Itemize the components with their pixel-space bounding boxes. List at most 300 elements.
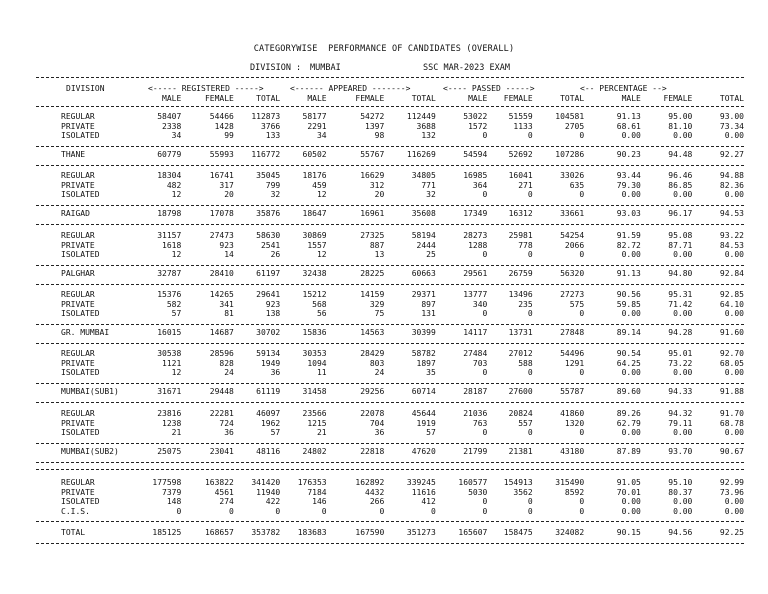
row-value: 163822: [204, 478, 234, 487]
row-value: 0: [579, 368, 585, 378]
row-value: 412: [421, 497, 436, 507]
row-label: C.I.S.: [61, 506, 90, 516]
row-value: 73.34: [719, 121, 744, 131]
row-value: 15212: [302, 290, 327, 299]
row-value: 18798: [157, 209, 182, 218]
row-value: 91.88: [719, 387, 744, 396]
row-value: 0.00: [673, 428, 693, 438]
division-total-row: [36, 150, 744, 160]
row-value: 14159: [360, 290, 385, 299]
row-label: MUMBAI(SUB1): [61, 387, 119, 396]
row-value: 59134: [256, 349, 281, 358]
row-value: 27273: [560, 290, 585, 299]
row-value: 17349: [463, 209, 488, 218]
category-row: [36, 428, 744, 438]
row-value: 95.10: [668, 478, 693, 487]
row-value: 33026: [560, 171, 585, 180]
row-value: 91.70: [719, 409, 744, 418]
row-value: 22818: [360, 447, 385, 456]
row-value: 168657: [204, 528, 234, 537]
row-value: 51559: [508, 112, 533, 121]
category-row: [36, 250, 744, 260]
row-value: 32: [270, 190, 281, 200]
division-total-table: [36, 269, 744, 279]
row-value: 1291: [564, 358, 585, 368]
row-value: 146: [312, 497, 327, 507]
division-total-row: [36, 528, 744, 538]
row-value: 28225: [360, 269, 385, 278]
row-value: 55993: [209, 150, 234, 159]
row-value: 0.00: [724, 250, 744, 260]
row-value: 107286: [555, 150, 585, 159]
row-value: 73.22: [668, 358, 693, 368]
row-value: 27325: [360, 231, 385, 240]
row-value: 12: [171, 190, 182, 200]
row-value: 46097: [256, 409, 281, 418]
row-value: 0.00: [724, 506, 744, 516]
row-value: 167590: [355, 528, 385, 537]
row-value: 92.27: [719, 150, 744, 159]
row-value: 312: [369, 180, 385, 190]
row-value: 176353: [297, 478, 327, 487]
row-value: 1288: [468, 240, 488, 250]
row-value: 33661: [560, 209, 585, 218]
row-value: 724: [219, 418, 234, 428]
row-value: 763: [472, 418, 488, 428]
row-value: 60502: [302, 150, 327, 159]
row-value: 56: [316, 309, 327, 319]
category-rows-table: [36, 290, 744, 319]
row-value: 0.00: [621, 309, 641, 319]
row-value: 1557: [307, 240, 327, 250]
row-value: 23566: [302, 409, 327, 418]
row-value: 23816: [157, 409, 182, 418]
row-value: 92.85: [719, 290, 744, 299]
row-value: 177598: [152, 478, 182, 487]
row-value: 57: [171, 309, 182, 319]
row-value: 91.60: [719, 328, 744, 337]
row-value: 116772: [251, 150, 281, 159]
row-value: 15376: [157, 290, 182, 299]
row-value: 0: [579, 428, 585, 438]
row-value: 1133: [513, 121, 533, 131]
division-value: MUMBAI: [310, 63, 341, 73]
row-value: 582: [166, 299, 182, 309]
category-row: [36, 419, 744, 429]
row-value: 92.70: [719, 349, 744, 358]
row-value: 0.00: [673, 368, 693, 378]
row-value: 133: [265, 131, 281, 141]
row-value: 94.88: [719, 171, 744, 180]
section-rule: [36, 265, 744, 266]
row-value: 185125: [152, 528, 182, 537]
row-label: GR. MUMBAI: [61, 328, 110, 337]
row-value: 27473: [209, 231, 234, 240]
row-value: 82.72: [616, 240, 641, 250]
category-row: [36, 241, 744, 251]
row-value: 771: [421, 180, 436, 190]
row-value: 0: [482, 368, 488, 378]
row-value: 80.37: [668, 487, 693, 497]
row-value: 0.00: [724, 309, 744, 319]
row-value: 60714: [411, 387, 436, 396]
row-value: 30353: [302, 349, 327, 358]
row-value: 70.01: [616, 487, 641, 497]
row-value: 0.00: [724, 497, 744, 507]
row-value: 92.84: [719, 269, 744, 278]
row-label: PRIVATE: [61, 240, 95, 250]
row-value: 14265: [209, 290, 234, 299]
row-value: 0: [482, 131, 488, 141]
row-value: 82.36: [719, 180, 744, 190]
row-label: ISOLATED: [61, 497, 100, 507]
row-value: 1121: [162, 358, 182, 368]
row-value: 90.54: [616, 349, 641, 358]
row-value: 35045: [256, 171, 281, 180]
row-value: 0: [482, 497, 488, 507]
row-value: 21: [171, 428, 182, 438]
row-value: 24: [374, 368, 385, 378]
row-value: 41860: [560, 409, 585, 418]
row-value: 568: [312, 299, 327, 309]
row-value: 28187: [463, 387, 488, 396]
row-value: 90.15: [616, 528, 641, 537]
row-value: 52692: [508, 150, 533, 159]
row-value: 0: [579, 190, 585, 200]
row-label: ISOLATED: [61, 428, 100, 438]
row-value: 635: [569, 180, 585, 190]
row-value: 0.00: [673, 506, 693, 516]
group-appeared-header: <------ APPEARED ------->: [290, 84, 411, 93]
division-total-row: [36, 447, 744, 457]
row-value: 95.00: [668, 112, 693, 121]
division-total-table: [36, 528, 744, 538]
row-value: 27600: [508, 387, 533, 396]
row-value: 0.00: [724, 428, 744, 438]
row-value: 0: [527, 368, 533, 378]
row-value: 887: [369, 240, 385, 250]
row-value: 0.00: [621, 368, 641, 378]
row-value: 86.85: [668, 180, 693, 190]
row-value: 16985: [463, 171, 488, 180]
row-value: 95.31: [668, 290, 693, 299]
row-value: 0.00: [673, 190, 693, 200]
row-value: 92.25: [719, 528, 744, 537]
category-rows-table: [36, 112, 744, 141]
row-value: 31458: [302, 387, 327, 396]
row-value: 0.00: [724, 131, 744, 141]
row-value: 79.11: [668, 418, 693, 428]
category-row: [36, 122, 744, 132]
division-total-row: [36, 328, 744, 338]
row-value: 799: [265, 180, 281, 190]
row-label: REGULAR: [61, 231, 95, 240]
category-row: [36, 478, 744, 488]
row-value: 68.78: [719, 418, 744, 428]
row-value: 14687: [209, 328, 234, 337]
row-value: 0: [482, 506, 488, 516]
row-value: 54496: [560, 349, 585, 358]
category-row: [36, 349, 744, 359]
row-value: 8592: [564, 487, 585, 497]
row-value: 92.99: [719, 478, 744, 487]
division-total-table: [36, 447, 744, 457]
row-value: 0: [579, 131, 585, 141]
row-value: 90.67: [719, 447, 744, 456]
row-value: 81: [224, 309, 234, 319]
row-value: 341420: [251, 478, 281, 487]
row-value: 0: [482, 190, 488, 200]
row-value: 54466: [209, 112, 234, 121]
row-value: 0: [482, 309, 488, 319]
category-row: [36, 488, 744, 498]
section-rule: [36, 324, 744, 325]
section-rule: [36, 462, 744, 463]
division-total-row: [36, 387, 744, 397]
category-row: [36, 171, 744, 181]
row-label: PRIVATE: [61, 487, 95, 497]
row-value: 557: [518, 418, 533, 428]
row-value: 48116: [256, 447, 281, 456]
category-row: [36, 409, 744, 419]
row-value: 22078: [360, 409, 385, 418]
division-total-table: [36, 387, 744, 397]
row-value: 28273: [463, 231, 488, 240]
category-row: [36, 309, 744, 319]
row-value: 0: [579, 506, 585, 516]
row-value: 27012: [508, 349, 533, 358]
row-label: MUMBAI(SUB2): [61, 447, 119, 456]
section-rule: [36, 224, 744, 225]
sub-header-cell: FEMALE: [204, 94, 234, 103]
row-value: 1215: [307, 418, 327, 428]
row-value: 68.05: [719, 358, 744, 368]
row-value: 154913: [503, 478, 533, 487]
header-top-rule: [36, 77, 744, 78]
row-value: 0: [579, 309, 585, 319]
row-label: PRIVATE: [61, 180, 95, 190]
row-value: 29371: [411, 290, 436, 299]
row-value: 29641: [256, 290, 281, 299]
row-value: 93.44: [616, 171, 641, 180]
row-value: 28596: [209, 349, 234, 358]
row-value: 1320: [564, 418, 585, 428]
row-value: 828: [219, 358, 234, 368]
row-value: 1094: [307, 358, 327, 368]
row-value: 35876: [256, 209, 281, 218]
section-rule: [36, 521, 744, 522]
row-value: 95.01: [668, 349, 693, 358]
row-value: 35: [426, 368, 436, 378]
section-rule: [36, 543, 744, 544]
row-value: 132: [421, 131, 436, 141]
row-value: 90.23: [616, 150, 641, 159]
category-row: [36, 181, 744, 191]
row-value: 2338: [162, 121, 182, 131]
row-value: 4561: [214, 487, 234, 497]
row-value: 89.26: [616, 409, 641, 418]
row-value: 0.00: [621, 250, 641, 260]
section-rule: [36, 284, 744, 285]
row-value: 87.89: [616, 447, 641, 456]
row-label: ISOLATED: [61, 309, 100, 319]
row-value: 96.46: [668, 171, 693, 180]
row-value: 923: [265, 299, 281, 309]
row-value: 160577: [458, 478, 488, 487]
row-value: 897: [421, 299, 436, 309]
row-value: 18647: [302, 209, 327, 218]
row-value: 315490: [555, 478, 585, 487]
row-value: 29448: [209, 387, 234, 396]
row-value: 99: [224, 131, 234, 141]
row-value: 29256: [360, 387, 385, 396]
row-value: 30538: [157, 349, 182, 358]
row-value: 16041: [508, 171, 533, 180]
section-rule: [36, 205, 744, 206]
row-value: 14563: [360, 328, 385, 337]
row-value: 94.53: [719, 209, 744, 218]
row-value: 98: [374, 131, 385, 141]
row-value: 339245: [406, 478, 436, 487]
row-value: 0: [527, 309, 533, 319]
row-value: 30399: [411, 328, 436, 337]
row-value: 235: [518, 299, 533, 309]
row-value: 482: [166, 180, 182, 190]
row-value: 20: [374, 190, 385, 200]
division-total-table: [36, 328, 744, 338]
row-value: 75: [374, 309, 385, 319]
row-label: PRIVATE: [61, 358, 95, 368]
group-passed-header: <---- PASSED ----->: [443, 84, 535, 93]
row-value: 36: [374, 428, 385, 438]
row-value: 28429: [360, 349, 385, 358]
sub-header-cell: MALE: [307, 94, 327, 103]
row-value: 364: [472, 180, 488, 190]
category-row: [36, 112, 744, 122]
row-value: 26759: [508, 269, 533, 278]
row-value: 36: [270, 368, 281, 378]
category-row: [36, 300, 744, 310]
row-value: 34: [171, 131, 182, 141]
row-value: 60779: [157, 150, 182, 159]
row-value: 94.33: [668, 387, 693, 396]
row-value: 183683: [297, 528, 327, 537]
row-value: 58177: [302, 112, 327, 121]
row-value: 94.56: [668, 528, 693, 537]
row-value: 575: [569, 299, 585, 309]
sub-header-row: [36, 94, 744, 104]
row-label: REGULAR: [61, 349, 95, 358]
report-title: CATEGORYWISE PERFORMANCE OF CANDIDATES (OVERALL): [253, 44, 515, 54]
row-value: 91.13: [616, 112, 641, 121]
row-value: 0: [379, 506, 385, 516]
row-label: ISOLATED: [61, 368, 100, 378]
row-value: 0.00: [724, 190, 744, 200]
row-value: 25: [426, 250, 436, 260]
row-value: 165607: [458, 528, 488, 537]
row-value: 24: [224, 368, 234, 378]
row-value: 0: [527, 506, 533, 516]
row-value: 162892: [355, 478, 385, 487]
row-value: 32438: [302, 269, 327, 278]
row-label: REGULAR: [61, 478, 95, 487]
category-rows-table: [36, 349, 744, 378]
row-value: 422: [265, 497, 281, 507]
row-value: 81.10: [668, 121, 693, 131]
row-value: 0: [176, 506, 182, 516]
row-value: 22281: [209, 409, 234, 418]
row-value: 112873: [251, 112, 281, 121]
row-value: 0: [527, 428, 533, 438]
row-value: 803: [369, 358, 385, 368]
sub-header-cell: TOTAL: [719, 94, 744, 103]
row-value: 94.28: [668, 328, 693, 337]
row-value: 45644: [411, 409, 436, 418]
category-rows-table: [36, 478, 744, 516]
row-value: 3562: [513, 487, 533, 497]
row-value: 61197: [256, 269, 281, 278]
row-value: 12: [316, 190, 327, 200]
row-value: 23041: [209, 447, 234, 456]
row-value: 56320: [560, 269, 585, 278]
row-value: 31157: [157, 231, 182, 240]
row-value: 57: [270, 428, 281, 438]
row-label: REGULAR: [61, 112, 95, 121]
row-value: 317: [219, 180, 234, 190]
row-value: 12: [316, 250, 327, 260]
row-value: 43180: [560, 447, 585, 456]
category-row: [36, 190, 744, 200]
row-value: 0: [527, 497, 533, 507]
row-value: 2541: [260, 240, 281, 250]
row-value: 95.08: [668, 231, 693, 240]
row-value: 1428: [214, 121, 234, 131]
section-rule: [36, 146, 744, 147]
row-label: PRIVATE: [61, 299, 95, 309]
sub-header-cell: FEMALE: [663, 94, 693, 103]
row-value: 61119: [256, 387, 281, 396]
row-value: 94.48: [668, 150, 693, 159]
row-value: 21799: [463, 447, 488, 456]
row-value: 266: [369, 497, 385, 507]
row-value: 271: [518, 180, 533, 190]
row-value: 18176: [302, 171, 327, 180]
row-value: 13496: [508, 290, 533, 299]
row-value: 1238: [162, 418, 182, 428]
row-value: 59.85: [616, 299, 641, 309]
row-value: 14: [224, 250, 234, 260]
row-value: 0: [527, 131, 533, 141]
row-value: 35608: [411, 209, 436, 218]
row-value: 27848: [560, 328, 585, 337]
row-value: 30869: [302, 231, 327, 240]
division-total-row: [36, 209, 744, 219]
row-value: 58194: [411, 231, 436, 240]
row-value: 64.10: [719, 299, 744, 309]
row-value: 11940: [256, 487, 281, 497]
row-value: 16015: [157, 328, 182, 337]
row-value: 0: [579, 497, 585, 507]
row-value: 116269: [406, 150, 436, 159]
row-value: 31671: [157, 387, 182, 396]
section-rule: [36, 165, 744, 166]
section-rule: [36, 469, 744, 470]
row-label: ISOLATED: [61, 190, 100, 200]
section-rule: [36, 402, 744, 403]
section-rule: [36, 443, 744, 444]
row-value: 16741: [209, 171, 234, 180]
row-value: 0.00: [724, 368, 744, 378]
